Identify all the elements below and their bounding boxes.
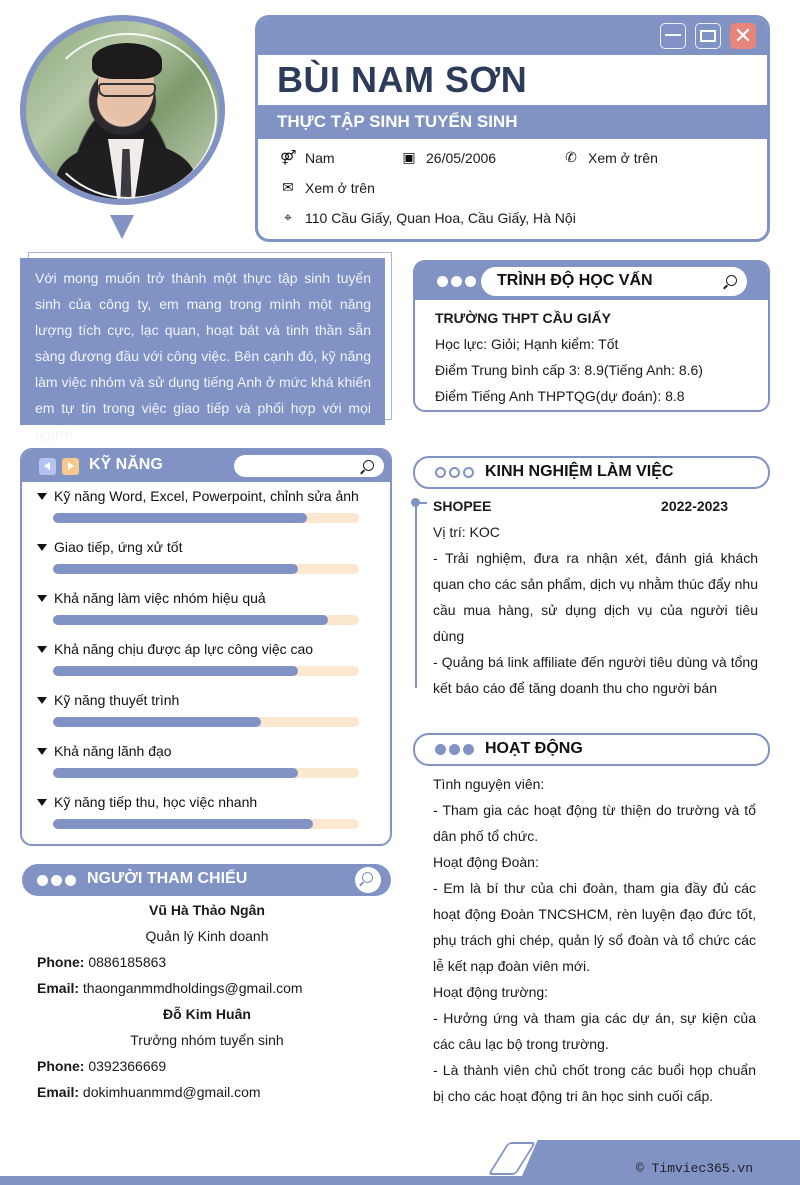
skill-bar (53, 615, 359, 625)
search-icon (363, 460, 374, 471)
maximize-icon[interactable] (695, 23, 721, 49)
education-line: Điểm Trung bình cấp 3: 8.9(Tiếng Anh: 8.6) (435, 362, 703, 378)
skill-label: Khả năng chịu được áp lực công việc cao (54, 641, 314, 657)
skill-bar-fill (53, 819, 313, 829)
skill-item (37, 692, 367, 708)
timeline-tick (418, 502, 427, 504)
skill-item (37, 743, 367, 759)
skill-label: Kỹ năng Word, Excel, Powerpoint, chỉnh sửa ảnh (54, 488, 359, 504)
caret-down-icon (37, 493, 47, 500)
activity-line: - Là thành viên chủ chốt trong các buổi họp chuẩn bị cho các hoạt động tri ân học sinh cuối cấp. (433, 1062, 756, 1104)
activity-line: - Hưởng ứng và tham gia các dự án, sự kiện của các câu lạc bộ trong trường. (433, 1010, 756, 1052)
phone-item (563, 149, 658, 166)
education-section (413, 260, 770, 412)
skill-bar (53, 717, 359, 727)
reference-name: Vũ Hà Thảo Ngân (149, 902, 265, 918)
skill-bar (53, 564, 359, 574)
skill-item (37, 590, 367, 606)
search-icon (362, 872, 373, 883)
experience-line: - Trải nghiệm, đưa ra nhận xét, đánh giá khách quan cho các sản phẩm, dịch vụ nhằm thúc đẩy nhu cầu mua hàng, sử dụng dịch vụ của người tiêu dùng (433, 550, 758, 644)
close-icon[interactable]: ✕ (730, 23, 756, 49)
experience-line: Vị trí: KOC (433, 524, 500, 540)
skill-item (37, 794, 367, 810)
minimize-icon[interactable] (660, 23, 686, 49)
hollow-dots-icon (435, 467, 474, 478)
education-line: Học lực: Giỏi; Hạnh kiểm: Tốt (435, 336, 619, 352)
reference-phone: Phone: 0392366669 (37, 1058, 167, 1074)
caret-down-icon (37, 544, 47, 551)
activity-line: - Tham gia các hoạt động từ thiện do trường và tổ dân phố tổ chức. (433, 802, 756, 844)
skill-item (37, 488, 367, 504)
phone-icon: ✆ (565, 149, 577, 165)
skill-bar-fill (53, 513, 307, 523)
skill-item (37, 539, 367, 555)
email-icon: ✉ (282, 179, 294, 195)
references-list (37, 897, 377, 1105)
career-summary: Với mong muốn trở thành một thực tập sinh tuyển sinh của công ty, em mang trong mình một năng lượng tích cực, lạc quan, hoạt bát và tinh thần sẵn sàng đương đầu với công việc. Bên cạnh đó, kỹ năng làm việc nhóm và sử dụng tiếng Anh ở mức khá khiến em tự tin trong việc giao tiếp và phối hợp với mọi người. (20, 258, 385, 425)
birthdate-item (401, 149, 496, 166)
reference-email: Email: dokimhuanmmd@gmail.com (37, 1084, 261, 1100)
caret-down-icon (37, 697, 47, 704)
calendar-icon: ▣ (402, 149, 416, 165)
reference-phone: Phone: 0886185863 (37, 954, 167, 970)
skill-label: Kỹ năng tiếp thu, học việc nhanh (54, 794, 258, 810)
skill-item (37, 641, 367, 657)
copyright: © Timviec365.vn (636, 1161, 754, 1176)
profile-photo (26, 21, 219, 199)
arrow-left-icon (39, 458, 56, 475)
skill-bar (53, 513, 359, 523)
avatar (20, 15, 225, 240)
email-value: Xem ở trên (305, 179, 375, 196)
skill-bar-fill (53, 666, 298, 676)
experience-period: 2022-2023 (661, 498, 728, 514)
activities-list (433, 771, 756, 1109)
references-title: NGƯỜI THAM CHIẾU (87, 870, 248, 887)
skill-bar-fill (53, 768, 298, 778)
reference-position: Trưởng nhóm tuyển sinh (130, 1032, 284, 1048)
activity-line: - Em là bí thư của chi đoàn, tham gia đầy đủ các hoạt động Đoàn TNCSHCM, rèn luyện đạo đức tốt, phụ trách ghi chép, quản lý sổ đoàn và tổ chức các lễ kết nạp đoàn viên mới. (433, 880, 756, 974)
email-item (280, 179, 375, 196)
title-bar (258, 18, 767, 55)
skill-bar-fill (53, 717, 261, 727)
contact-info (258, 139, 767, 239)
gender-icon: ⚤ (280, 149, 297, 165)
skill-bar (53, 768, 359, 778)
references-header (22, 864, 391, 896)
reference-position: Quản lý Kinh doanh (145, 928, 269, 944)
dots-icon (37, 875, 76, 886)
reference-email: Email: thaonganmmdholdings@gmail.com (37, 980, 303, 996)
skills-header (22, 450, 390, 482)
dots-icon (435, 744, 474, 755)
activities-header (413, 733, 770, 766)
search-icon (726, 275, 737, 286)
gender-item (280, 149, 335, 166)
activity-line: Hoạt động Đoàn: (433, 854, 539, 870)
skill-bar-fill (53, 615, 328, 625)
timeline-line (415, 502, 417, 688)
company-name: SHOPEE (433, 498, 492, 514)
gender-value: Nam (305, 149, 335, 166)
skill-bar (53, 666, 359, 676)
education-title-pill (481, 267, 747, 296)
experience-line: - Quảng bá link affiliate đến người tiêu dùng và tổng kết báo cáo để tăng doanh thu cho người bán (433, 654, 758, 696)
education-header (415, 262, 768, 300)
caret-down-icon (37, 646, 47, 653)
skill-label: Khả năng lãnh đạo (54, 743, 172, 759)
birthdate-value: 26/05/2006 (426, 149, 497, 166)
header-card (255, 15, 770, 242)
caret-down-icon (37, 748, 47, 755)
skills-title: KỸ NĂNG (89, 456, 163, 473)
address-value: 110 Cầu Giấy, Quan Hoa, Cầu Giấy, Hà Nội (305, 209, 576, 226)
arrow-right-icon (62, 458, 79, 475)
activity-line: Hoạt động trường: (433, 984, 549, 1000)
skill-label: Kỹ năng thuyết trình (54, 692, 180, 708)
experience-entry (433, 493, 758, 701)
candidate-role: THỰC TẬP SINH TUYỂN SINH (277, 112, 518, 131)
address-item (280, 209, 576, 226)
skill-label: Giao tiếp, ứng xử tốt (54, 539, 183, 555)
skills-search-bar (234, 455, 384, 477)
search-button (355, 867, 381, 893)
skill-bar-fill (53, 564, 298, 574)
candidate-name: BÙI NAM SƠN (277, 59, 528, 100)
school-name: TRƯỜNG THPT CẦU GIẤY (435, 310, 611, 326)
skill-label: Khả năng làm việc nhóm hiệu quả (54, 590, 266, 606)
caret-down-icon (37, 595, 47, 602)
skill-bar (53, 819, 359, 829)
dots-icon (437, 276, 476, 287)
skills-section (20, 448, 392, 846)
avatar-pointer (110, 215, 134, 239)
location-icon: ⌖ (284, 209, 292, 225)
activities-title: HOẠT ĐỘNG (485, 740, 583, 757)
activity-line: Tình nguyện viên: (433, 776, 545, 792)
phone-value: Xem ở trên (588, 149, 658, 166)
education-title: TRÌNH ĐỘ HỌC VẤN (497, 272, 653, 289)
caret-down-icon (37, 799, 47, 806)
education-line: Điểm Tiếng Anh THPTQG(dự đoán): 8.8 (435, 388, 685, 404)
reference-name: Đỗ Kim Huân (163, 1006, 251, 1022)
experience-header (413, 456, 770, 489)
experience-title: KINH NGHIỆM LÀM VIỆC (485, 463, 674, 480)
